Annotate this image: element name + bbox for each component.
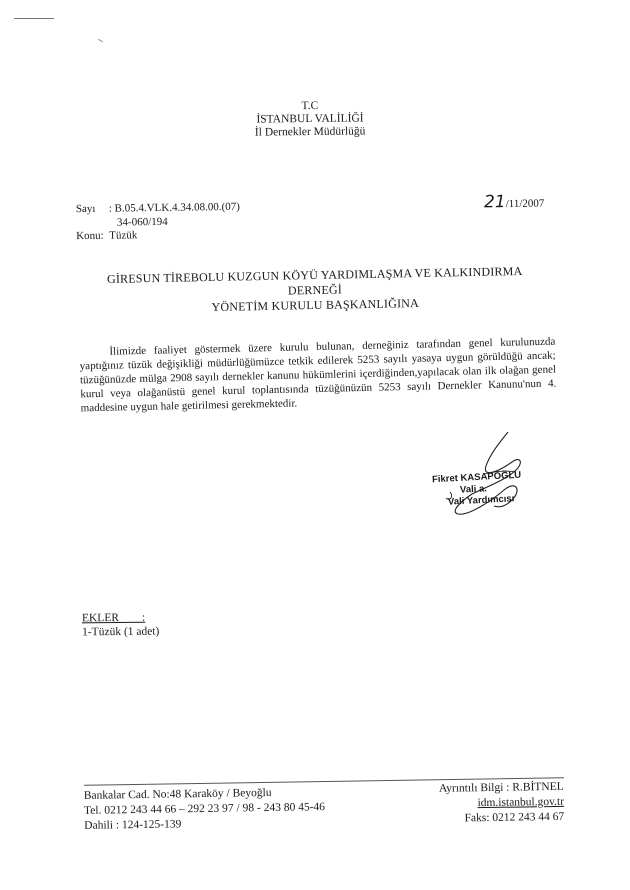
sayi-value: : B.05.4.VLK.4.34.08.00.(07): [108, 200, 240, 215]
konu-value: Tüzük: [109, 229, 138, 242]
attachments-title: EKLER :: [81, 611, 146, 625]
addressee-line-1: GİRESUN TİREBOLU KUZGUN KÖYÜ YARDIMLAŞMA VE KALKINDIRMA: [106, 264, 523, 286]
handwritten-day: 21: [483, 192, 506, 213]
sayi-value-secondary: 34-060/194: [116, 215, 168, 229]
footer-fax: Faks: 0212 243 44 67: [464, 810, 565, 825]
body-paragraph: İlimizde faaliyet göstermek üzere kurulu bulunan, derneğiniz tarafından genel kurulunuzda yaptığınız tüzük değişikliği müdürlüğümüzce tetkik edilerek 5253 sayılı yasaya uygun görüldüğü ancak; tüzüğünüzde mülga 2908 sayılı dernekler kanunu hükümlerini içerdiğinden,yapılacak olan ilk olağan genel kurul veya olağanüstü genel kurul toplantısında tüzüğünüzün 5253 sayılı Dernekler Kanunu'nun 4. maddesine uygun hale getirilmesi gerekmektedir.: [79, 335, 557, 415]
letter-date: [484, 192, 545, 213]
konu-label: Konu:: [76, 229, 104, 243]
letter-body: [79, 335, 556, 416]
letterhead-line-tc: T.C: [301, 99, 319, 113]
letterhead: [230, 99, 390, 140]
footer-contact: [84, 785, 326, 834]
sayi-label: Sayı: [75, 202, 96, 216]
attachment-item: 1-Tüzük (1 adet): [82, 625, 160, 639]
signatory-role-short: Vali a.: [459, 483, 488, 496]
scan-mark: [98, 39, 103, 42]
footer-website-link[interactable]: idm.istanbul.gov.tr: [477, 795, 565, 810]
signatory-role: Vali Yardımcısı: [447, 493, 515, 508]
reference-block: [76, 201, 241, 244]
signatory-name: Fikret KASAPOĞLU: [431, 469, 522, 486]
signature-block: [420, 432, 560, 522]
scan-mark: [14, 18, 54, 19]
footer-telephone: Tel. 0212 243 44 66 – 292 23 97 / 98 - 243 80 45-46: [83, 801, 326, 817]
footer-info: [414, 780, 565, 827]
attachments-block: [82, 611, 160, 640]
addressee-line-3: YÖNETİM KURULU BAŞKANLIĞINA: [211, 296, 420, 314]
addressee-block: [80, 263, 551, 317]
footer-address: Bankalar Cad. No:48 Karaköy / Beyoğlu: [83, 786, 272, 802]
date-month-year: /11/2007: [505, 197, 545, 211]
addressee-line-2: DERNEĞİ: [287, 282, 343, 298]
letterhead-line-directorate: İl Dernekler Müdürlüğü: [254, 125, 366, 139]
footer-extension: Dahili : 124-125-139: [84, 818, 182, 832]
letterhead-line-governorship: İSTANBUL VALİLİĞİ: [256, 112, 364, 126]
footer-info-contact: Ayrıntılı Bilgi : R.BİTNEL: [438, 780, 564, 795]
